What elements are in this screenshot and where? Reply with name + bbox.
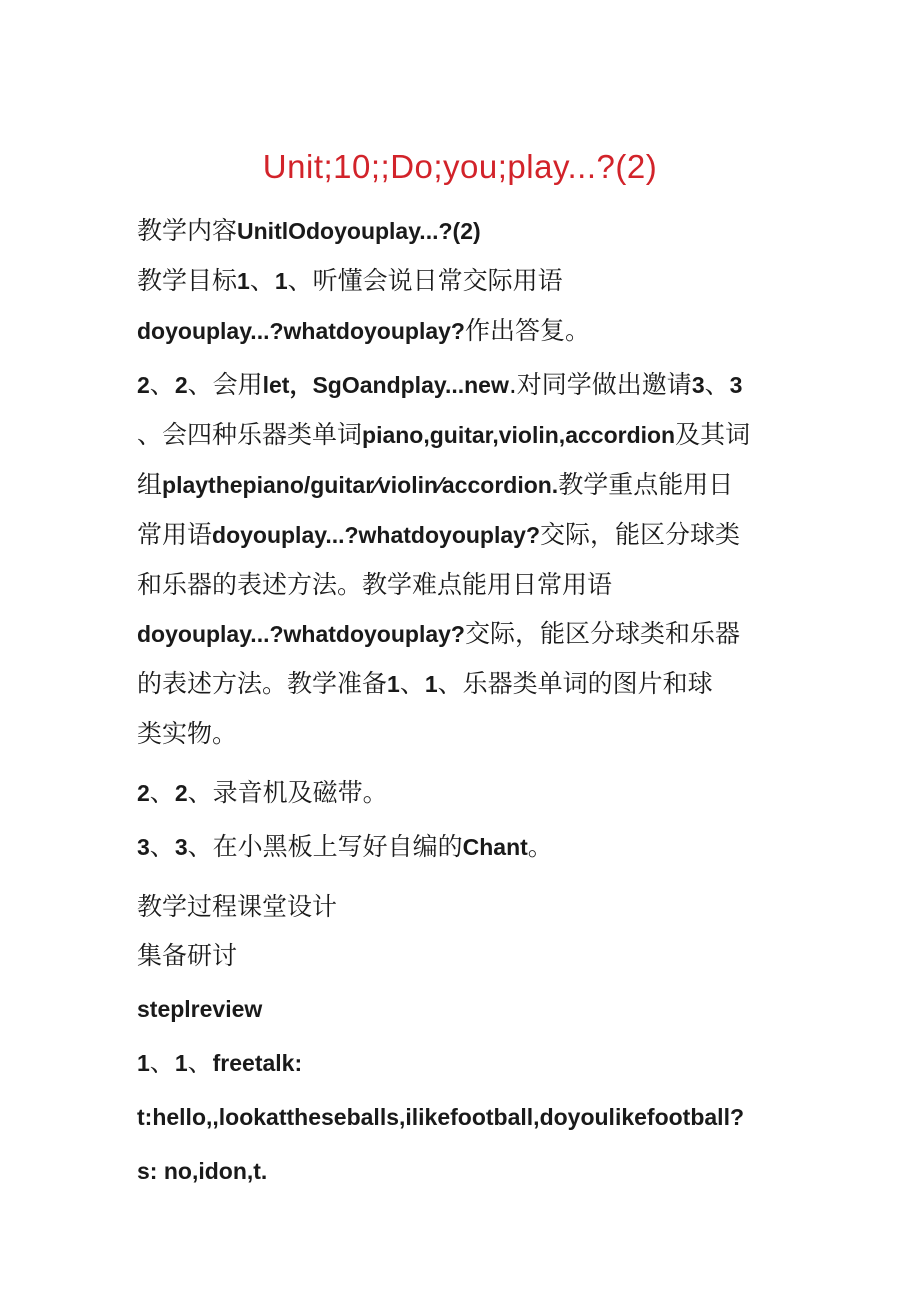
text-span: 2 [174, 372, 188, 398]
text-span: 1 [237, 268, 250, 294]
text-span: 1 [387, 671, 400, 697]
paragraph-line [137, 360, 797, 410]
text-span: playthepiano/guitar∕violin∕accordion. [162, 472, 559, 498]
text-span: 作出答复。 [464, 316, 590, 345]
text-span: 及其词 [675, 420, 751, 449]
paragraph-line [137, 882, 797, 931]
paragraph-line [137, 822, 797, 872]
text-span: 、听懂会说日常交际用语 [287, 266, 563, 295]
text-span: 、 [704, 370, 730, 399]
paragraph-line [137, 1146, 797, 1196]
text-span: 教学内容 [137, 216, 238, 245]
text-span: 教学重点能用日 [558, 470, 734, 499]
paragraph-line [137, 609, 797, 659]
paragraph-line [137, 984, 797, 1034]
text-span: 教学目标 [137, 266, 238, 295]
text-span: UnitlOdoyouplay...?(2) [237, 218, 481, 244]
paragraph-line [137, 768, 797, 818]
text-span: 1 [424, 671, 438, 697]
paragraph-line [137, 931, 797, 980]
paragraph-line [137, 510, 797, 560]
text-span: 的表述方法。教学准备 [137, 669, 388, 698]
text-span: 教学过程课堂设计 [137, 892, 338, 921]
text-span: 和乐器的表述方法。教学难点能用日常用语 [137, 570, 613, 599]
text-span: doyouplay...?whatdoyouplay? [137, 621, 465, 647]
paragraph-line [137, 1092, 797, 1142]
text-span: 类实物。 [137, 719, 238, 748]
text-span: 3 [729, 372, 743, 398]
text-span: 1 [137, 1050, 150, 1076]
text-span: 、会用 [187, 370, 263, 399]
text-span: doyouplay...?whatdoyouplay? [212, 522, 540, 548]
text-span: 、 [249, 266, 275, 295]
text-span: 、在小黑板上写好自编的 [187, 832, 463, 861]
text-span: 2 [137, 372, 150, 398]
text-span: 交际，能区分球类和乐器 [464, 619, 740, 648]
paragraph-line [137, 560, 797, 609]
text-span: 交际，能区分球类 [540, 520, 741, 549]
paragraph-line [137, 306, 797, 356]
paragraph-line [137, 256, 797, 306]
paragraph-line [137, 709, 797, 758]
text-span: .对同学做出邀请 [508, 370, 692, 399]
paragraph-line [137, 206, 797, 256]
paragraph-line [137, 460, 797, 510]
document-title: Unit;10;;Do;you;play...?(2) [262, 148, 658, 185]
text-span: 2 [174, 780, 188, 806]
text-span: 、录音机及磁带。 [187, 778, 388, 807]
text-span: steplreview [137, 996, 263, 1022]
paragraph-line [137, 659, 797, 709]
text-span: Chant [462, 834, 528, 860]
document-body [137, 206, 797, 1196]
text-span: 、 [149, 1048, 175, 1077]
text-span: piano,guitar,violin,accordion [362, 422, 676, 448]
text-span: 、 [149, 832, 175, 861]
paragraph-line [137, 1038, 797, 1088]
text-span: 常用语 [137, 520, 213, 549]
text-span: let，SgOandplay...new [262, 372, 509, 398]
text-span: 。 [527, 832, 553, 861]
paragraph-line [137, 410, 797, 460]
text-span: freetalk: [212, 1050, 303, 1076]
text-span: 、 [149, 778, 175, 807]
text-span: doyouplay...?whatdoyouplay? [137, 318, 465, 344]
text-span: 、会四种乐器类单词 [137, 420, 363, 449]
text-span: 、 [187, 1048, 213, 1077]
text-span: t:hello,,lookattheseballs,ilikefootball,doyoulikefootball? [137, 1104, 745, 1130]
text-span: 组 [137, 470, 163, 499]
text-span: 、 [399, 669, 425, 698]
text-span: 3 [174, 834, 188, 860]
text-span: 1 [174, 1050, 188, 1076]
text-span: 3 [137, 834, 150, 860]
text-span: 2 [137, 780, 150, 806]
text-span: 、乐器类单词的图片和球 [437, 669, 713, 698]
text-span: 、 [149, 370, 175, 399]
text-span: s: no,idon,t. [137, 1158, 268, 1184]
text-span: 1 [274, 268, 288, 294]
text-span: 集备研讨 [137, 941, 238, 970]
text-span: 3 [691, 372, 705, 398]
